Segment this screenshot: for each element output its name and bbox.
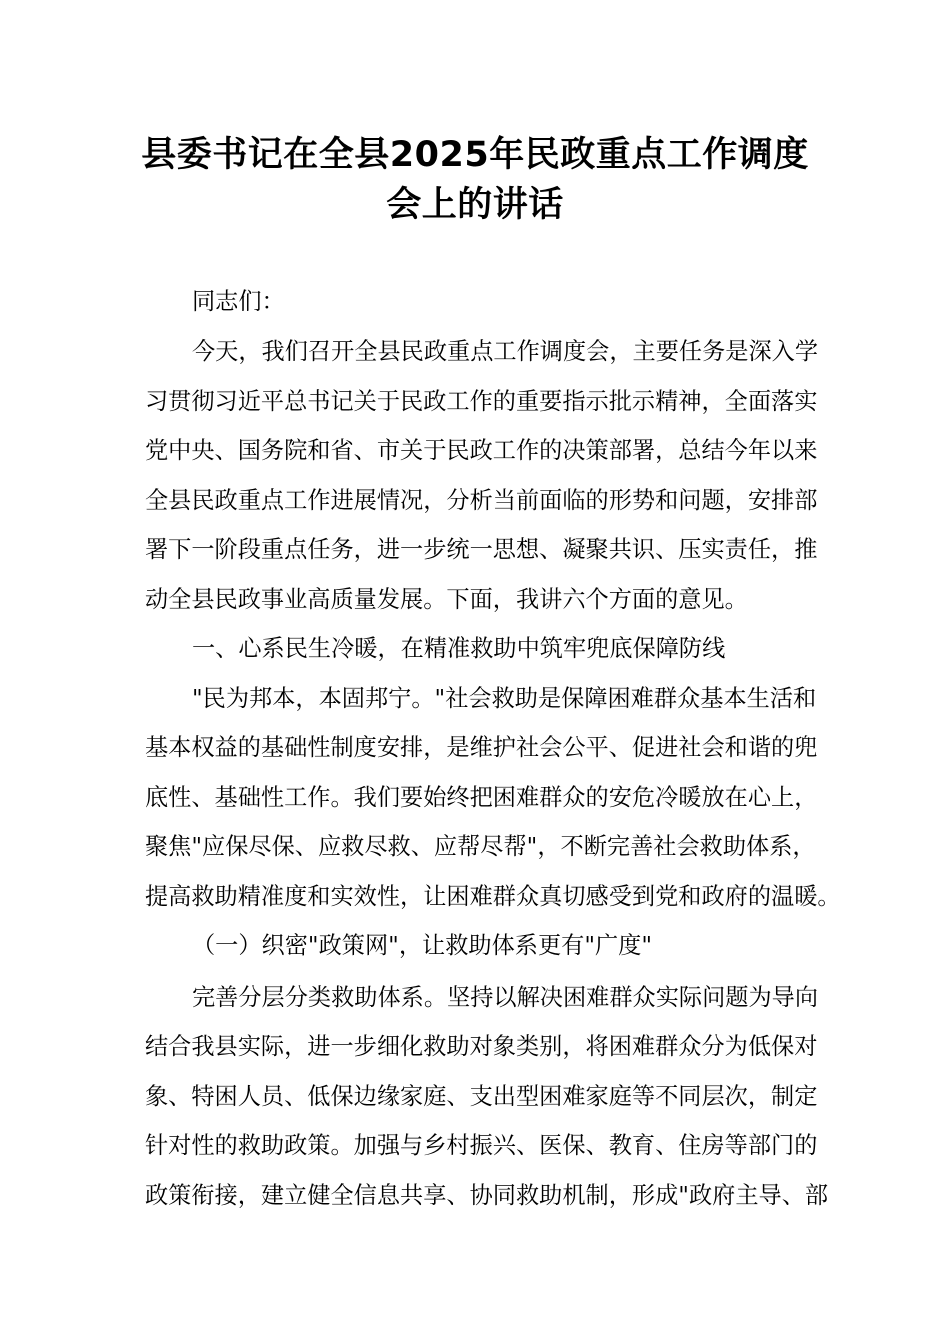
body-line: 底性、基础性工作。我们要始终把困难群众的安危冷暖放在心上， <box>145 784 818 811</box>
body-line: 针对性的救助政策。加强与乡村振兴、医保、教育、住房等部门的 <box>145 1132 818 1159</box>
title-line-2: 会上的讲话 <box>386 185 564 225</box>
body-line: 象、特困人员、低保边缘家庭、支出型困难家庭等不同层次，制定 <box>145 1083 818 1110</box>
subsection-heading: （一）织密"政策网"，让救助体系更有"广度" <box>192 932 653 959</box>
body-line: "民为邦本，本固邦宁。"社会救助是保障困难群众基本生活和 <box>192 685 817 712</box>
body-line: 基本权益的基础性制度安排，是维护社会公平、促进社会和谐的兜 <box>145 734 818 761</box>
salutation: 同志们： <box>192 288 285 315</box>
body-line: 今天，我们召开全县民政重点工作调度会，主要任务是深入学 <box>192 338 819 365</box>
body-line: 党中央、国务院和省、市关于民政工作的决策部署，总结今年以来 <box>145 437 818 464</box>
body-line: 提高救助精准度和实效性，让困难群众真切感受到党和政府的温暖。 <box>145 883 841 910</box>
body-line: 聚焦"应保尽保、应救尽救、应帮尽帮"，不断完善社会救助体系， <box>145 833 816 860</box>
title-line-1: 县委书记在全县2025年民政重点工作调度 <box>141 135 809 175</box>
body-line: 政策衔接，建立健全信息共享、协同救助机制，形成"政府主导、部 <box>145 1182 829 1209</box>
section-heading: 一、心系民生冷暖，在精准救助中筑牢兜底保障防线 <box>192 635 726 662</box>
body-line: 署下一阶段重点任务，进一步统一思想、凝聚共识、压实责任，推 <box>145 536 818 563</box>
body-line: 全县民政重点工作进展情况，分析当前面临的形势和问题，安排部 <box>145 487 818 514</box>
body-line: 完善分层分类救助体系。坚持以解决困难群众实际问题为导向 <box>192 984 819 1011</box>
body-line: 习贯彻习近平总书记关于民政工作的重要指示批示精神，全面落实 <box>145 388 818 415</box>
body-line: 结合我县实际，进一步细化救助对象类别，将困难群众分为低保对 <box>145 1033 818 1060</box>
body-line: 动全县民政事业高质量发展。下面，我讲六个方面的意见。 <box>145 586 748 613</box>
